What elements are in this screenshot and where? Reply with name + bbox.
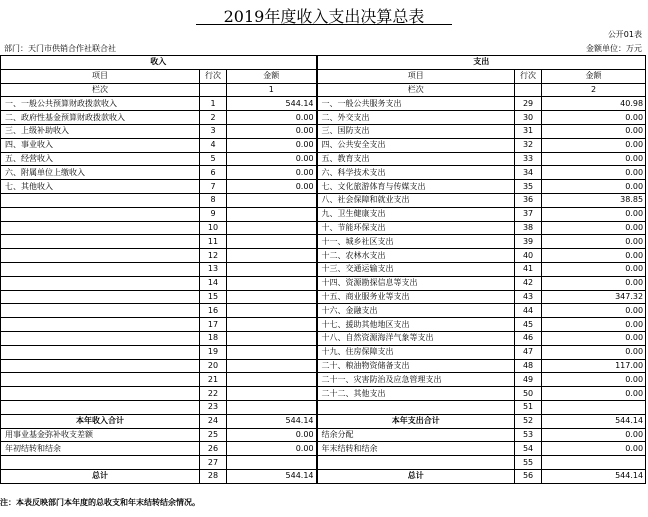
expense-row-number: 44 xyxy=(515,304,542,318)
table-row xyxy=(1,221,646,235)
income-row-number: 11 xyxy=(200,235,227,249)
expense-item-label: 八、社会保障和就业支出 xyxy=(317,193,515,207)
income-amount xyxy=(227,345,317,359)
expense-item-label: 十九、住房保障支出 xyxy=(317,345,515,359)
income-header: 收入 xyxy=(1,56,317,70)
footnote: 注：本表反映部门本年度的总收支和年末结转结余情况。 xyxy=(0,498,200,507)
income-amount xyxy=(227,290,317,304)
income-amount-header: 金额 xyxy=(227,69,317,83)
table-row xyxy=(1,97,646,111)
table-row xyxy=(1,400,646,414)
expense-item-label: 结余分配 xyxy=(317,428,515,442)
table-row xyxy=(1,124,646,138)
unit-label: 金额单位：万元 xyxy=(586,44,642,53)
expense-row-number: 55 xyxy=(515,456,542,470)
expense-item-label: 十五、商业服务业等支出 xyxy=(317,290,515,304)
form-code: 公开01表 xyxy=(607,30,642,39)
expense-row-number: 36 xyxy=(515,193,542,207)
expense-amount: 0.00 xyxy=(542,262,646,276)
income-amount xyxy=(227,456,317,470)
expense-item-label: 年末结转和结余 xyxy=(317,442,515,456)
income-item-label xyxy=(1,331,200,345)
expense-amount: 0.00 xyxy=(542,221,646,235)
income-item-label: 三、上级补助收入 xyxy=(1,124,200,138)
expense-row-number: 46 xyxy=(515,331,542,345)
expense-amount xyxy=(542,400,646,414)
income-amount xyxy=(227,249,317,263)
expense-total-row-number: 52 xyxy=(515,414,542,428)
table-row xyxy=(1,428,646,442)
expense-amount: 0.00 xyxy=(542,331,646,345)
expense-item-label: 一、一般公共服务支出 xyxy=(317,97,515,111)
expense-amount xyxy=(542,456,646,470)
income-amount xyxy=(227,400,317,414)
income-total-amount: 544.14 xyxy=(227,469,317,483)
expense-row-number: 42 xyxy=(515,276,542,290)
expense-amount-header: 金额 xyxy=(542,69,646,83)
income-item-label xyxy=(1,262,200,276)
income-item-label xyxy=(1,304,200,318)
income-amount xyxy=(227,221,317,235)
expense-amount: 347.32 xyxy=(542,290,646,304)
income-row-number: 9 xyxy=(200,207,227,221)
income-item-label xyxy=(1,249,200,263)
expense-row-number: 43 xyxy=(515,290,542,304)
expense-row-number: 53 xyxy=(515,428,542,442)
expense-item-label: 二十一、灾害防治及应急管理支出 xyxy=(317,373,515,387)
income-row-number: 25 xyxy=(200,428,227,442)
expense-item-label: 二十、粮油物资储备支出 xyxy=(317,359,515,373)
expense-total-row-number: 56 xyxy=(515,469,542,483)
table-row xyxy=(1,290,646,304)
table-row xyxy=(1,359,646,373)
income-amount: 0.00 xyxy=(227,152,317,166)
expense-row-number: 47 xyxy=(515,345,542,359)
income-item-label: 一、一般公共预算财政拨款收入 xyxy=(1,97,200,111)
expense-amount: 117.00 xyxy=(542,359,646,373)
income-row-number: 8 xyxy=(200,193,227,207)
table-row xyxy=(1,456,646,470)
expense-row-number: 45 xyxy=(515,318,542,332)
expense-amount: 0.00 xyxy=(542,235,646,249)
income-total-label: 本年收入合计 xyxy=(1,414,200,428)
expense-amount: 0.00 xyxy=(542,138,646,152)
table-row xyxy=(1,345,646,359)
income-row-header: 行次 xyxy=(200,69,227,83)
income-item-label: 七、其他收入 xyxy=(1,180,200,194)
income-amount xyxy=(227,304,317,318)
table-row xyxy=(1,138,646,152)
column-number-row xyxy=(1,83,646,97)
expense-amount: 0.00 xyxy=(542,166,646,180)
income-item-label: 六、附属单位上缴收入 xyxy=(1,166,200,180)
income-expense-table xyxy=(0,55,646,484)
expense-item-label: 十一、城乡社区支出 xyxy=(317,235,515,249)
expense-item-label: 十三、交通运输支出 xyxy=(317,262,515,276)
income-lanci-label: 栏次 xyxy=(1,83,200,97)
income-row-number: 5 xyxy=(200,152,227,166)
expense-amount: 0.00 xyxy=(542,428,646,442)
table-row xyxy=(1,180,646,194)
expense-row-number: 38 xyxy=(515,221,542,235)
expense-row-number: 29 xyxy=(515,97,542,111)
expense-item-label xyxy=(317,456,515,470)
expense-row-number: 35 xyxy=(515,180,542,194)
expense-total-amount: 544.14 xyxy=(542,414,646,428)
expense-item-label: 二、外交支出 xyxy=(317,111,515,125)
expense-amount: 0.00 xyxy=(542,373,646,387)
income-row-number: 7 xyxy=(200,180,227,194)
income-row-number: 18 xyxy=(200,331,227,345)
expense-amount: 0.00 xyxy=(542,345,646,359)
income-item-label xyxy=(1,290,200,304)
expense-row-number: 37 xyxy=(515,207,542,221)
table-row xyxy=(1,262,646,276)
expense-item-label: 十八、自然资源海洋气象等支出 xyxy=(317,331,515,345)
income-item-label xyxy=(1,373,200,387)
income-item-label xyxy=(1,276,200,290)
table-row xyxy=(1,318,646,332)
income-row-number: 17 xyxy=(200,318,227,332)
income-row-number: 2 xyxy=(200,111,227,125)
table-row xyxy=(1,442,646,456)
expense-item-label: 十二、农林水支出 xyxy=(317,249,515,263)
table-row xyxy=(1,152,646,166)
income-amount: 0.00 xyxy=(227,124,317,138)
table-row xyxy=(1,387,646,401)
income-row-number: 10 xyxy=(200,221,227,235)
expense-row-number: 40 xyxy=(515,249,542,263)
income-row-number: 16 xyxy=(200,304,227,318)
income-item-label xyxy=(1,221,200,235)
income-amount xyxy=(227,373,317,387)
expense-row-number: 39 xyxy=(515,235,542,249)
income-item-label: 用事业基金弥补收支差额 xyxy=(1,428,200,442)
income-item-label: 年初结转和结余 xyxy=(1,442,200,456)
expense-row-number: 51 xyxy=(515,400,542,414)
department-label: 部门：天门市供销合作社联合社 xyxy=(4,44,116,53)
expense-row-number: 32 xyxy=(515,138,542,152)
expense-amount: 0.00 xyxy=(542,152,646,166)
income-row-number: 4 xyxy=(200,138,227,152)
expense-header: 支出 xyxy=(317,56,646,70)
income-item-label xyxy=(1,193,200,207)
income-row-number: 15 xyxy=(200,290,227,304)
expense-item-label: 五、教育支出 xyxy=(317,152,515,166)
expense-row-number: 33 xyxy=(515,152,542,166)
year-total-row xyxy=(1,414,646,428)
page-title: 2019年度收入支出决算总表 xyxy=(223,7,425,26)
table-row xyxy=(1,249,646,263)
income-amount: 0.00 xyxy=(227,180,317,194)
expense-row-number: 30 xyxy=(515,111,542,125)
expense-amount: 0.00 xyxy=(542,276,646,290)
expense-amount: 0.00 xyxy=(542,180,646,194)
income-amount: 0.00 xyxy=(227,442,317,456)
income-amount: 544.14 xyxy=(227,97,317,111)
expense-amount: 0.00 xyxy=(542,318,646,332)
income-amount xyxy=(227,359,317,373)
income-item-label: 五、经营收入 xyxy=(1,152,200,166)
expense-amount: 0.00 xyxy=(542,124,646,138)
income-item-header: 项目 xyxy=(1,69,200,83)
income-amount xyxy=(227,235,317,249)
income-amount xyxy=(227,262,317,276)
income-amount: 0.00 xyxy=(227,166,317,180)
income-item-label: 二、政府性基金预算财政拨款收入 xyxy=(1,111,200,125)
table-row xyxy=(1,235,646,249)
income-row-number: 13 xyxy=(200,262,227,276)
income-row-number: 21 xyxy=(200,373,227,387)
expense-total-label: 总计 xyxy=(317,469,515,483)
income-item-label xyxy=(1,345,200,359)
column-header-row xyxy=(1,69,646,83)
expense-item-header: 项目 xyxy=(317,69,515,83)
expense-total-amount: 544.14 xyxy=(542,469,646,483)
expense-row-number: 49 xyxy=(515,373,542,387)
income-item-label: 四、事业收入 xyxy=(1,138,200,152)
income-total-row-number: 28 xyxy=(200,469,227,483)
expense-item-label: 九、卫生健康支出 xyxy=(317,207,515,221)
income-row-number: 12 xyxy=(200,249,227,263)
expense-amount: 0.00 xyxy=(542,304,646,318)
income-column-number: 1 xyxy=(227,83,317,97)
expense-amount: 0.00 xyxy=(542,111,646,125)
income-row-number: 1 xyxy=(200,97,227,111)
expense-row-number: 48 xyxy=(515,359,542,373)
table-row xyxy=(1,304,646,318)
expense-amount: 40.98 xyxy=(542,97,646,111)
expense-row-number: 41 xyxy=(515,262,542,276)
income-item-label xyxy=(1,387,200,401)
expense-row-number: 54 xyxy=(515,442,542,456)
income-amount xyxy=(227,387,317,401)
expense-item-label: 二十二、其他支出 xyxy=(317,387,515,401)
income-row-number: 20 xyxy=(200,359,227,373)
table-row xyxy=(1,111,646,125)
expense-item-label: 六、科学技术支出 xyxy=(317,166,515,180)
income-row-number: 19 xyxy=(200,345,227,359)
income-amount: 0.00 xyxy=(227,138,317,152)
income-item-label xyxy=(1,318,200,332)
expense-lanci-label: 栏次 xyxy=(317,83,515,97)
income-row-number: 23 xyxy=(200,400,227,414)
income-row-number: 22 xyxy=(200,387,227,401)
income-amount: 0.00 xyxy=(227,111,317,125)
income-row-number: 6 xyxy=(200,166,227,180)
income-row-number: 27 xyxy=(200,456,227,470)
expense-amount: 0.00 xyxy=(542,249,646,263)
expense-amount: 38.85 xyxy=(542,193,646,207)
income-amount xyxy=(227,207,317,221)
income-amount xyxy=(227,331,317,345)
income-item-label xyxy=(1,359,200,373)
expense-amount: 0.00 xyxy=(542,387,646,401)
income-row-number: 26 xyxy=(200,442,227,456)
table-row xyxy=(1,331,646,345)
income-row-number: 14 xyxy=(200,276,227,290)
income-total-amount: 544.14 xyxy=(227,414,317,428)
income-amount: 0.00 xyxy=(227,428,317,442)
income-item-label xyxy=(1,235,200,249)
expense-item-label: 十六、金融支出 xyxy=(317,304,515,318)
expense-item-label: 十、节能环保支出 xyxy=(317,221,515,235)
expense-item-label: 十七、援助其他地区支出 xyxy=(317,318,515,332)
table-row xyxy=(1,373,646,387)
expense-amount: 0.00 xyxy=(542,207,646,221)
expense-item-label: 四、公共安全支出 xyxy=(317,138,515,152)
title-underline xyxy=(196,24,452,25)
expense-amount: 0.00 xyxy=(542,442,646,456)
expense-row-number: 31 xyxy=(515,124,542,138)
expense-item-label: 十四、资源勘探信息等支出 xyxy=(317,276,515,290)
expense-row-number: 34 xyxy=(515,166,542,180)
expense-item-label: 三、国防支出 xyxy=(317,124,515,138)
expense-row-header: 行次 xyxy=(515,69,542,83)
table-row xyxy=(1,276,646,290)
income-item-label xyxy=(1,456,200,470)
expense-item-label: 七、文化旅游体育与传媒支出 xyxy=(317,180,515,194)
table-row xyxy=(1,207,646,221)
income-amount xyxy=(227,276,317,290)
table-row xyxy=(1,193,646,207)
expense-row-number: 50 xyxy=(515,387,542,401)
income-total-row-number: 24 xyxy=(200,414,227,428)
expense-total-label: 本年支出合计 xyxy=(317,414,515,428)
income-item-label xyxy=(1,400,200,414)
grand-total-row xyxy=(1,469,646,483)
income-amount xyxy=(227,193,317,207)
income-amount xyxy=(227,318,317,332)
table-row xyxy=(1,166,646,180)
section-header-row xyxy=(1,56,646,70)
income-row-number: 3 xyxy=(200,124,227,138)
expense-column-number: 2 xyxy=(542,83,646,97)
income-item-label xyxy=(1,207,200,221)
expense-item-label xyxy=(317,400,515,414)
income-total-label: 总计 xyxy=(1,469,200,483)
